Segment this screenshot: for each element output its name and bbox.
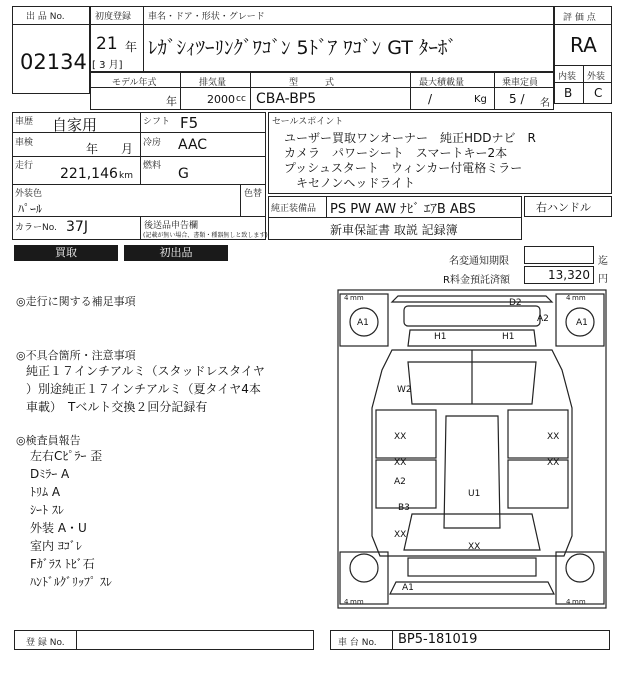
inspect-label: 車検 <box>15 138 34 148</box>
shift: F5 <box>180 114 199 132</box>
tread-front-right: 4 <box>566 294 571 302</box>
car-damage-diagram <box>336 288 608 610</box>
wheel-rear-right <box>556 552 604 604</box>
model-code-label: 型 式 <box>289 78 335 88</box>
tread-unit-rr: mm <box>572 598 586 606</box>
mark-a2-top: A2 <box>537 314 549 324</box>
aftermarket-note: (記載が無い場合、書類・種器無しと致します) <box>143 232 268 239</box>
color-no-label: カラーNo. <box>15 223 57 233</box>
inspector-line-3: ﾄﾘﾑ A <box>30 485 61 499</box>
model-year-unit: 年 <box>166 95 177 108</box>
mark-h1-left: H1 <box>434 332 447 342</box>
equipment-label: 純正装備品 <box>271 204 317 214</box>
recycle-label: R料金預託済額 <box>443 275 510 286</box>
equipment: PS PW AW ﾅﾋﾞ ｴｱB ABS <box>330 202 476 217</box>
deadline-label: 名変通知期限 <box>449 256 509 267</box>
car-name-label: 車名・ドア・形状・グレード <box>148 12 265 22</box>
chassis-no: BP5-181019 <box>398 632 478 647</box>
mark-xx-5: XX <box>394 530 407 540</box>
handle-side: 右ハンドル <box>536 201 591 214</box>
fuel: G <box>178 166 189 182</box>
capacity-label: 乗車定員 <box>502 78 539 88</box>
mark-w2: W2 <box>397 385 412 395</box>
exterior-label: 外装 <box>587 72 606 82</box>
max-load: / <box>428 92 433 106</box>
rating-label: 評 価 点 <box>563 13 596 23</box>
mark-a1-left: A1 <box>357 318 369 328</box>
model-code: CBA-BP5 <box>256 91 317 107</box>
mark-xx-1: XX <box>394 432 407 442</box>
front-bumper <box>392 296 552 302</box>
inspector-line-4: ｼｰﾄ ｽﾚ <box>30 503 64 517</box>
hood-front <box>404 306 540 326</box>
interior-label: 内装 <box>558 72 577 82</box>
mark-d2: D2 <box>509 298 522 308</box>
fuel-label: 燃料 <box>143 161 162 171</box>
capacity-unit: 名 <box>540 98 550 109</box>
trunk <box>408 558 536 576</box>
displacement: 2000 <box>207 93 235 106</box>
cc-unit: cc <box>236 94 246 104</box>
defect-line-2: ）別途純正１７インチアルミ（夏タイヤ4本 <box>26 382 261 396</box>
color-no: 37J <box>66 219 88 235</box>
capacity: 5 / <box>509 92 525 106</box>
exterior-grade: C <box>594 86 603 100</box>
inspector-line-7: Fｶﾞﾗｽ ﾄﾋﾞ石 <box>30 557 95 571</box>
tread-unit-rl: mm <box>350 598 364 606</box>
chassis-label: 車 台 No. <box>338 638 377 648</box>
defect-line-3: 車載） Tベルト交換２回分記録有 <box>26 400 208 414</box>
sales-point-line-3: プッシュスタート ウィンカー付電格ミラー <box>284 161 523 175</box>
exterior-color: ﾊﾟｰﾙ <box>18 202 43 216</box>
deadline-suffix: 迄 <box>598 256 608 267</box>
first-reg-year: 21 <box>96 34 118 54</box>
tread-rear-left: 4 <box>344 598 349 606</box>
ac: AAC <box>178 137 208 153</box>
first-listing-button[interactable]: 初出品 <box>124 245 228 261</box>
rating: RA <box>570 33 597 57</box>
deadline-field <box>524 246 594 264</box>
mark-u1: U1 <box>468 489 481 499</box>
max-load-label: 最大積載量 <box>419 78 465 88</box>
car-name: ﾚｶﾞｼｨﾂｰﾘﾝｸﾞﾜｺﾞﾝ 5ﾄﾞｱ ﾜｺﾞﾝ GT ﾀｰﾎﾞ <box>148 37 457 59</box>
diagram-frame <box>338 290 606 608</box>
history: 自家用 <box>52 116 98 134</box>
sales-point-label: セールスポイント <box>272 117 344 127</box>
tire-rear-right <box>566 554 594 582</box>
driving-notes-title: ◎走行に関する補足事項 <box>16 295 136 308</box>
inspector-line-2: Dﾐﾗｰ A <box>30 467 70 481</box>
shift-label: シフト <box>143 117 171 127</box>
roof <box>444 416 500 528</box>
yen-unit: 円 <box>598 274 608 285</box>
rear-bumper <box>390 582 554 594</box>
first-reg-year-unit: 年 <box>125 40 138 54</box>
inspect-year-unit: 年 <box>86 142 99 156</box>
mark-xx-6: XX <box>468 542 481 552</box>
mark-b3: B3 <box>398 503 410 513</box>
grille <box>408 330 536 346</box>
mileage-label: 走行 <box>15 161 34 171</box>
mark-xx-2: XX <box>547 432 560 442</box>
inspector-line-5: 外装 A・U <box>30 521 87 535</box>
kg-unit: Kg <box>474 94 487 105</box>
mark-a1-top: A1 <box>576 318 588 328</box>
first-reg-month: [ 3 月] <box>92 60 123 71</box>
reg-no-label: 登 録 No. <box>26 638 65 648</box>
mark-h1-right: H1 <box>502 332 515 342</box>
wheel-rear-left <box>340 552 388 604</box>
defects-title: ◎不具合箇所・注意事項 <box>16 349 136 362</box>
inspector-line-6: 室内 ﾖｺﾞﾚ <box>30 539 82 553</box>
tire-rear-left <box>350 554 378 582</box>
inspector-title: ◎検査員報告 <box>16 434 81 447</box>
recycle-fee: 13,320 <box>548 268 590 282</box>
history-label: 車歴 <box>15 117 34 127</box>
mileage: 221,146 <box>60 166 118 182</box>
lot-label: 出 品 No. <box>26 12 65 22</box>
mark-xx-4: XX <box>547 458 560 468</box>
inspector-line-1: 左右Cﾋﾟﾗｰ 歪 <box>30 449 103 463</box>
warranty-docs: 新車保証書 取説 記録簿 <box>330 223 458 237</box>
sales-point-line-1: ユーザー買取ワンオーナー 純正HDDナビ R <box>284 131 536 145</box>
aftermarket-label: 後送品申告欄 <box>144 221 199 231</box>
model-year-label: モデル年式 <box>112 78 157 88</box>
mark-a1-bottom: A1 <box>402 583 414 593</box>
tread-unit-fl: mm <box>350 294 364 302</box>
mark-a2-mid: A2 <box>394 477 406 487</box>
inspector-line-8: ﾊﾝﾄﾞﾙｸﾞﾘｯﾌﾟ ｽﾚ <box>30 575 112 589</box>
km-unit: km <box>119 171 133 181</box>
tread-front-left: 4 <box>344 294 349 302</box>
displacement-label: 排気量 <box>199 78 227 88</box>
sales-point-line-4: キセノンヘッドライト <box>284 176 416 190</box>
lot-number: 02134 <box>20 50 87 74</box>
mark-xx-3: XX <box>394 458 407 468</box>
sales-point-line-2: カメラ パワーシート スマートキー2本 <box>284 146 508 160</box>
ac-label: 冷房 <box>143 138 162 148</box>
first-reg-label: 初度登録 <box>95 12 132 22</box>
inspect-month-unit: 月 <box>121 142 134 156</box>
color-change-label: 色替 <box>244 189 263 199</box>
buy-button[interactable]: 買取 <box>14 245 118 261</box>
tread-rear-right: 4 <box>566 598 571 606</box>
interior-grade: B <box>564 86 573 100</box>
tread-unit-fr: mm <box>572 294 586 302</box>
defect-line-1: 純正１７インチアルミ（スタッドレスタイヤ <box>26 364 265 378</box>
exterior-color-label: 外装色 <box>15 189 43 199</box>
